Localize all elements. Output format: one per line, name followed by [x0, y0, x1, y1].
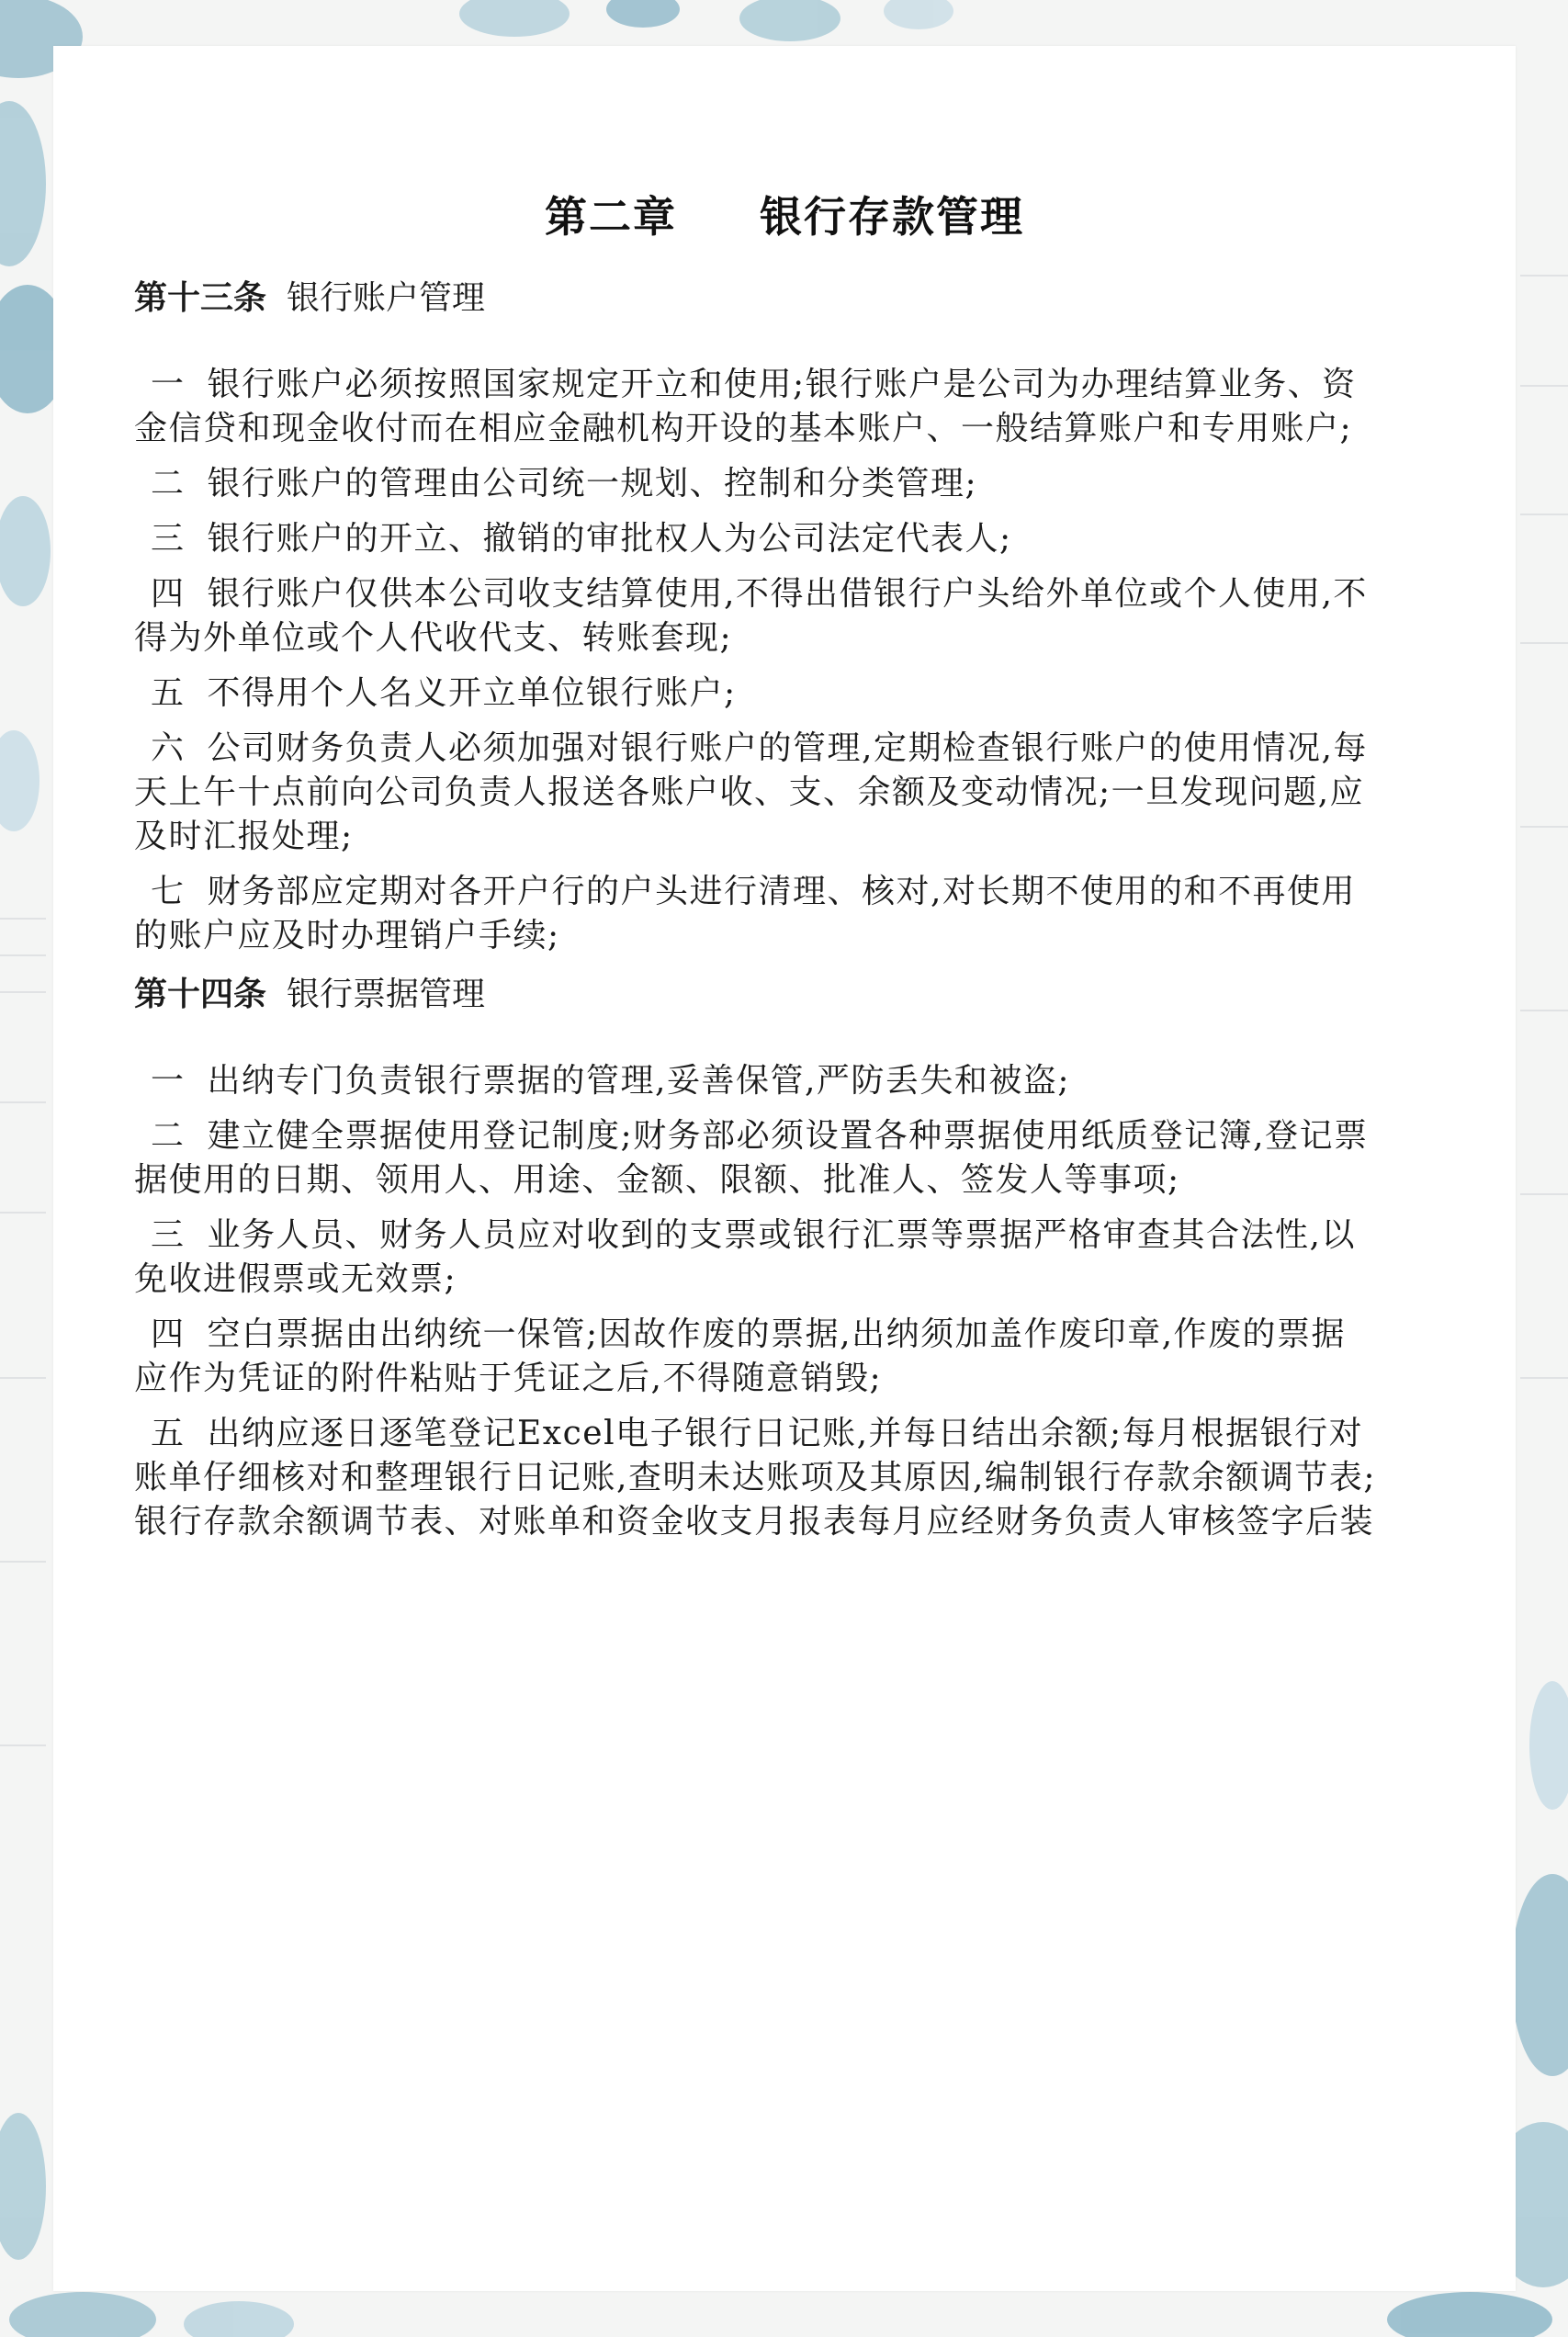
clause-text: 银行账户的开立、撤销的审批权人为公司法定代表人; [207, 520, 1012, 558]
faint-text-lines-right [1520, 276, 1568, 1378]
article-number: 第十三条 [134, 279, 267, 317]
clause-text: 空白票据由出纳统一保管;因故作废的票据,出纳须加盖作废印章,作废的票据 [207, 1315, 1347, 1353]
clause-number: 四 [151, 575, 186, 613]
clause-text: 银行账户必须按照国家规定开立和使用;银行账户是公司为办理结算业务、资 [207, 366, 1357, 403]
clause-text: 财务部应定期对各开户行的户头进行清理、核对,对长期不使用的和不再使用 [207, 873, 1356, 910]
clause-text: 应作为凭证的附件粘贴于凭证之后,不得随意销毁; [134, 1360, 883, 1397]
clause-text: 的账户应及时办理销户手续; [134, 917, 560, 954]
clause-continuation-line [134, 1499, 1523, 1545]
clause-number: 一 [151, 366, 186, 403]
article-heading [134, 272, 485, 319]
clause-text: 不得用个人名义开立单位银行账户; [207, 674, 737, 712]
clause-first-line [134, 726, 1523, 772]
clause-continuation-line [134, 814, 1523, 860]
clause-first-line [134, 671, 1523, 717]
clause-number: 四 [151, 1315, 186, 1353]
faint-text-lines-left [0, 919, 46, 1745]
clause-text: 账单仔细核对和整理银行日记账,查明未达账项及其原因,编制银行存款余额调节表; [134, 1459, 1377, 1496]
clause-text: 据使用的日期、领用人、用途、金额、限额、批准人、签发人等事项; [134, 1161, 1180, 1199]
clause-first-line [134, 1312, 1523, 1358]
clause-continuation-line [134, 770, 1523, 816]
clause-continuation-line [134, 1257, 1523, 1303]
clause-text: 免收进假票或无效票; [134, 1260, 457, 1298]
clause-text: 公司财务负责人必须加强对银行账户的管理,定期检查银行账户的使用情况,每 [207, 729, 1368, 767]
clause-number: 五 [151, 674, 186, 712]
clause-text: 出纳专门负责银行票据的管理,妥善保管,严防丢失和被盗; [207, 1062, 1071, 1100]
clause-number: 五 [151, 1415, 186, 1452]
clause-first-line [134, 362, 1523, 408]
clause-text: 银行账户仅供本公司收支结算使用,不得出借银行户头给外单位或个人使用,不 [207, 575, 1368, 613]
clause-first-line [134, 461, 1523, 507]
article-number: 第十四条 [134, 976, 267, 1013]
clause-continuation-line [134, 1356, 1523, 1402]
clause-text: 银行账户的管理由公司统一规划、控制和分类管理; [207, 465, 978, 502]
clause-text: 业务人员、财务人员应对收到的支票或银行汇票等票据严格审查其合法性,以 [207, 1216, 1356, 1254]
clause-number: 三 [151, 520, 186, 558]
clause-continuation-line [134, 913, 1523, 959]
clause-text: 建立健全票据使用登记制度;财务部必须设置各种票据使用纸质登记簿,登记票 [207, 1117, 1369, 1155]
clause-number: 二 [151, 1117, 186, 1155]
clause-number: 六 [151, 729, 186, 767]
article-heading [134, 968, 485, 1015]
clause-text: 得为外单位或个人代收代支、转账套现; [134, 619, 733, 657]
clause-text: 金信贷和现金收付而在相应金融机构开设的基本账户、一般结算账户和专用账户; [134, 410, 1353, 447]
clause-first-line [134, 1058, 1523, 1104]
article-title: 银行票据管理 [287, 976, 486, 1013]
clause-continuation-line [134, 1157, 1523, 1203]
clause-first-line [134, 1411, 1523, 1457]
chapter-title: 第二章 银行存款管理 [544, 192, 1025, 242]
clause-continuation-line [134, 406, 1523, 452]
clause-first-line [134, 869, 1523, 915]
clause-first-line [134, 516, 1523, 562]
clause-number: 一 [151, 1062, 186, 1100]
clause-text: 及时汇报处理; [134, 818, 354, 855]
clause-text: 天上午十点前向公司负责人报送各账户收、支、余额及变动情况;一旦发现问题,应 [134, 773, 1365, 811]
clause-continuation-line [134, 1455, 1523, 1501]
clause-number: 三 [151, 1216, 186, 1254]
clause-first-line [134, 1113, 1523, 1159]
clause-first-line [134, 571, 1523, 617]
article-title: 银行账户管理 [287, 279, 486, 317]
clause-text: 银行存款余额调节表、对账单和资金收支月报表每月应经财务负责人审核签字后装 [134, 1503, 1375, 1541]
clause-text: 出纳应逐日逐笔登记Excel电子银行日记账,并每日结出余额;每月根据银行对 [207, 1415, 1364, 1452]
leaf-pattern-top [459, 0, 953, 41]
clause-number: 二 [151, 465, 186, 502]
clause-continuation-line [134, 615, 1523, 661]
document-page [53, 46, 1516, 2291]
clause-number: 七 [151, 873, 186, 910]
clause-first-line [134, 1213, 1523, 1259]
